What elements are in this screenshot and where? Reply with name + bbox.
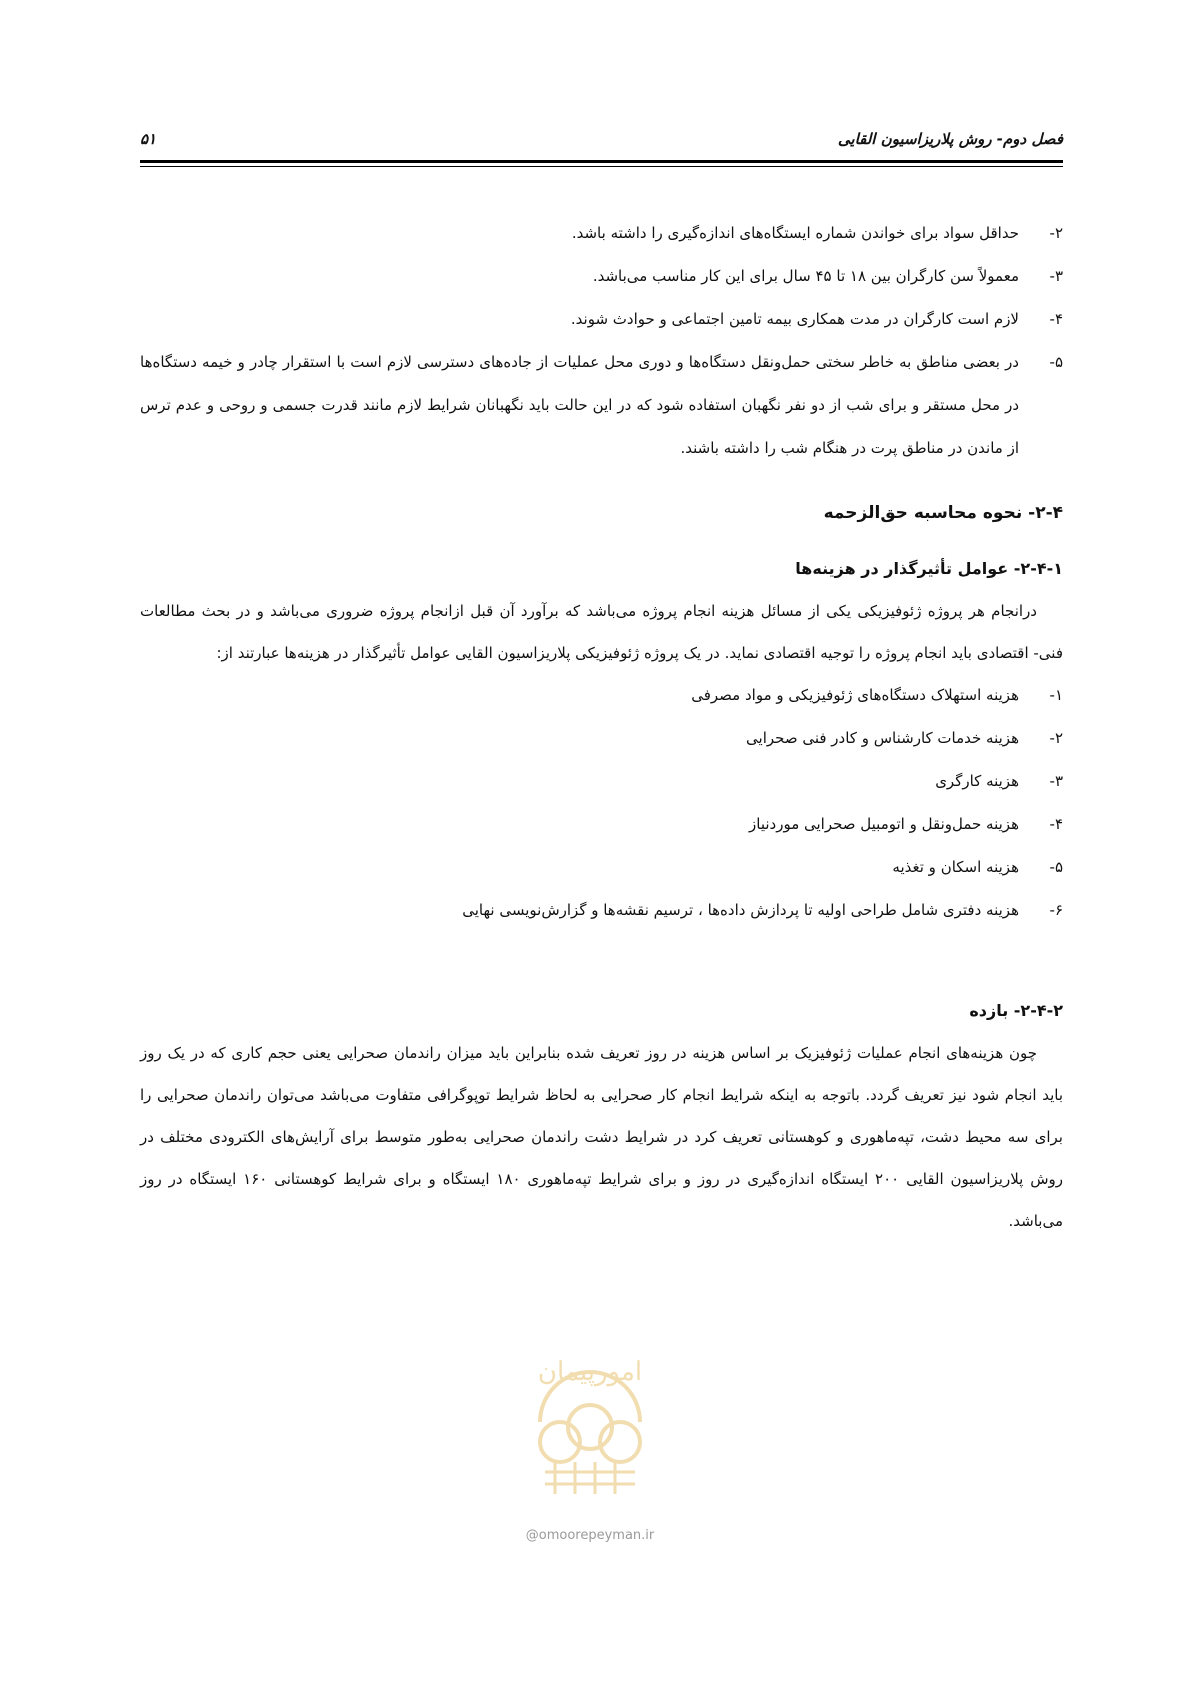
list-item bbox=[140, 255, 1063, 298]
list-number: ۳- bbox=[1049, 267, 1063, 285]
paragraph: درانجام هر پروژه ژئوفیزیکی یکی از مسائل هزینه انجام پروژه می‌باشد که برآورد آن قبل ازانجام پروژه ضروری می‌باشد و در بحث مطالعات فنی- اقتصادی باید انجام پروژه را توجیه اقتصادی نماید. در یک پروژه ژئوفیزیکی پلاریزاسیون القایی عوامل تأثیرگذار در هزینه‌ها عبارتند از: bbox=[140, 602, 1063, 662]
list-item bbox=[140, 298, 1063, 341]
subsection-heading: ۲-۴-۱- عوامل تأثیرگذار در هزینه‌ها bbox=[795, 559, 1063, 578]
cost-item bbox=[140, 717, 1063, 760]
cost-item bbox=[140, 760, 1063, 803]
list-text: هزینه کارگری bbox=[935, 772, 1019, 790]
list-text: در بعضی مناطق به خاطر سختی حمل‌ونقل دستگاه‌ها و دوری محل عملیات از جاده‌های دسترسی لازم است با استقرار چادر و خیمه دستگاه‌ها در محل مستقر و برای شب از دو نفر نگهبان استفاده شود که در این حالت باید نگهبانان شرایط لازم مانند قدرت جسمی و روحی و عدم ترس از ماندن در مناطق پرت در هنگام شب را داشته باشند. bbox=[140, 353, 1019, 457]
paragraph: چون هزینه‌های انجام عملیات ژئوفیزیک بر اساس هزینه در روز تعریف شده بنابراین باید میزان راندمان صحرایی یعنی حجم کاری که در یک روز باید انجام شود نیز تعریف گردد. باتوجه به اینکه شرایط انجام کار صحرایی به لحاظ شرایط توپوگرافی متفاوت می‌باشد می‌توان راندمان صحرایی را برای سه محیط دشت، تپه‌ماهوری و کوهستانی تعریف کرد در شرایط دشت راندمان صحرایی به‌طور متوسط برای آرایش‌های الکترودی مختلف در روش پلاریزاسیون القایی ۲۰۰ ایستگاه اندازه‌گیری در روز و برای شرایط تپه‌ماهوری ۱۸۰ ایستگاه و برای شرایط کوهستانی ۱۶۰ ایستگاه در روز می‌باشد. bbox=[140, 1044, 1063, 1230]
cost-item bbox=[140, 803, 1063, 846]
cost-item bbox=[140, 846, 1063, 889]
list-number: ۵- bbox=[1049, 858, 1063, 876]
chapter-title: فصل دوم- روش پلاریزاسیون القایی bbox=[837, 130, 1063, 148]
list-number: ۲- bbox=[1049, 224, 1063, 242]
list-number: ۳- bbox=[1049, 772, 1063, 790]
list-text: معمولاً سن کارگران بین ۱۸ تا ۴۵ سال برای این کار مناسب می‌باشد. bbox=[592, 267, 1019, 285]
watermark-logo bbox=[500, 1322, 680, 1502]
list-text: لازم است کارگران در مدت همکاری بیمه تامین اجتماعی و حوادث شوند. bbox=[570, 310, 1019, 328]
list-number: ۶- bbox=[1049, 901, 1063, 919]
list-number: ۴- bbox=[1049, 310, 1063, 328]
list-text: هزینه اسکان و تغذیه bbox=[892, 858, 1019, 876]
page-body bbox=[140, 212, 1063, 1242]
cost-item bbox=[140, 674, 1063, 717]
list-number: ۴- bbox=[1049, 815, 1063, 833]
list-text: هزینه خدمات کارشناس و کادر فنی صحرایی bbox=[746, 729, 1019, 747]
list-item bbox=[140, 341, 1063, 470]
section-heading: ۲-۴- نحوه محاسبه حق‌الزحمه bbox=[823, 503, 1063, 523]
header-rule-thin bbox=[140, 166, 1063, 167]
list-text: هزینه حمل‌ونقل و اتومبیل صحرایی موردنیاز bbox=[749, 815, 1019, 833]
watermark-logo-text: امورپیمان bbox=[537, 1357, 643, 1387]
subsection-heading: ۲-۴-۲- بازده bbox=[969, 1001, 1063, 1020]
cost-item bbox=[140, 889, 1063, 932]
list-text: هزینه دفتری شامل طراحی اولیه تا پردازش داده‌ها ، ترسیم نقشه‌ها و گزارش‌نویسی نهایی bbox=[462, 901, 1019, 919]
list-item bbox=[140, 212, 1063, 255]
list-number: ۵- bbox=[1049, 353, 1063, 371]
list-number: ۱- bbox=[1049, 686, 1063, 704]
page-number: ۵۱ bbox=[140, 130, 157, 148]
list-number: ۲- bbox=[1049, 729, 1063, 747]
list-text: هزینه استهلاک دستگاه‌های ژئوفیزیکی و مواد مصرفی bbox=[691, 686, 1019, 704]
header-rule-thick bbox=[140, 160, 1063, 163]
watermark-url: @omoorepeyman.ir bbox=[525, 1528, 655, 1543]
list-text: حداقل سواد برای خواندن شماره ایستگاه‌های اندازه‌گیری را داشته باشد. bbox=[571, 224, 1019, 242]
